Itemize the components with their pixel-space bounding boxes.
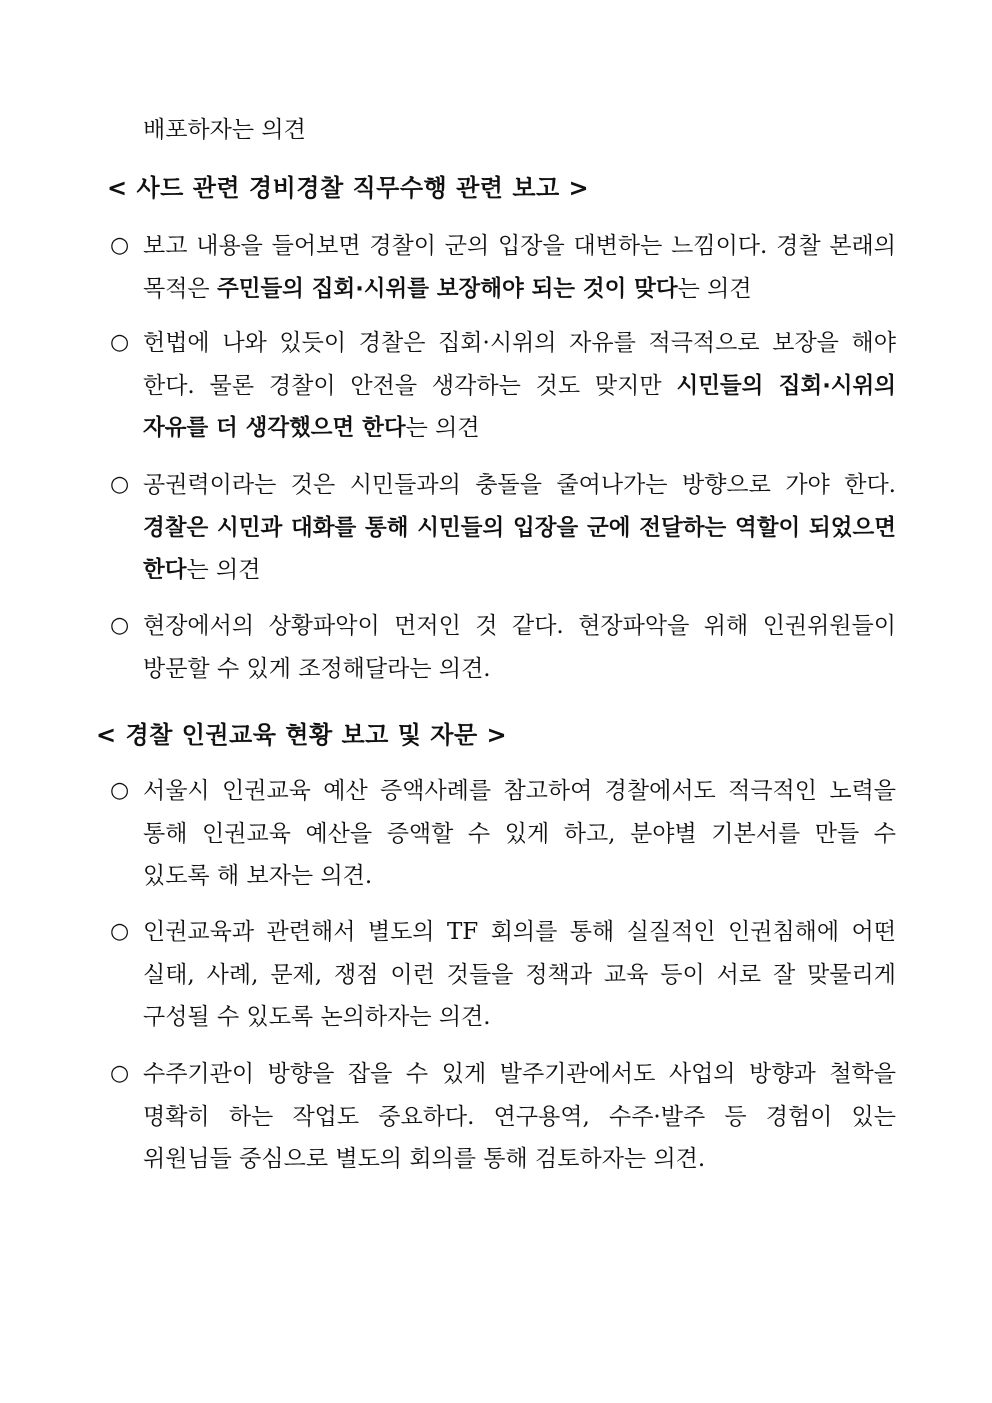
emphasis-text: 경찰은 시민과 대화를 통해 시민들의 입장을 군에 전달하는 역할이 되었으면 한다 (143, 514, 896, 583)
opinion-text: 수주기관이 방향을 잡을 수 있게 발주기관에서도 사업의 방향과 철학을 명확히 하는 작업도 중요하다. 연구용역, 수주·발주 등 경험이 있는 위원님들 중심으로 별도의 회의를 통해 검토하자는 의견. (143, 1061, 896, 1172)
opinion-text: 공권력이라는 것은 시민들과의 충돌을 줄여나가는 방향으로 가야 한다. 경찰은 시민과 대화를 통해 시민들의 입장을 군에 전달하는 역할이 되었으면 한다는 의견 (143, 472, 896, 583)
section-heading-education: < 경찰 인권교육 현황 보고 및 자문 > (96, 721, 508, 749)
bullet-circle-icon: ○ (110, 778, 130, 803)
bullet-circle-icon: ○ (110, 1061, 130, 1086)
opinion-text: 인권교육과 관련해서 별도의 TF 회의를 통해 실질적인 인권침해에 어떤 실태, 사례, 문제, 쟁점 이런 것들을 정책과 교육 등이 서로 잘 맞물리게 구성될 수 있도록 논의하자는 의견. (143, 919, 896, 1030)
bullet-circle-icon: ○ (110, 233, 130, 258)
bullet-circle-icon: ○ (110, 613, 130, 638)
continuation-text: 배포하자는 의견 (143, 117, 306, 143)
opinion-text: 헌법에 나와 있듯이 경찰은 집회·시위의 자유를 적극적으로 보장을 해야 한다. 물론 경찰이 안전을 생각하는 것도 맞지만 시민들의 집회·시위의 자유를 더 생각했으면 한다는 의견 (143, 330, 896, 441)
opinion-text: 보고 내용을 들어보면 경찰이 군의 입장을 대변하는 느낌이다. 경찰 본래의 목적은 주민들의 집회·시위를 보장해야 되는 것이 맞다는 의견 (143, 233, 896, 302)
opinion-text: 서울시 인권교육 예산 증액사례를 참고하여 경찰에서도 적극적인 노력을 통해 인권교육 예산을 증액할 수 있게 하고, 분야별 기본서를 만들 수 있도록 해 보자는 의견. (143, 778, 896, 889)
bullet-circle-icon: ○ (110, 472, 130, 497)
bullet-circle-icon: ○ (110, 330, 130, 355)
opinion-text: 현장에서의 상황파악이 먼저인 것 같다. 현장파악을 위해 인권위원들이 방문할 수 있게 조정해달라는 의견. (143, 613, 896, 682)
emphasis-text: 주민들의 집회·시위를 보장해야 되는 것이 맞다 (216, 275, 678, 302)
emphasis-text: 시민들의 집회·시위의 자유를 더 생각했으면 한다 (143, 372, 896, 441)
bullet-circle-icon: ○ (110, 919, 130, 944)
section-heading-thaad: < 사드 관련 경비경찰 직무수행 관련 보고 > (107, 174, 590, 202)
